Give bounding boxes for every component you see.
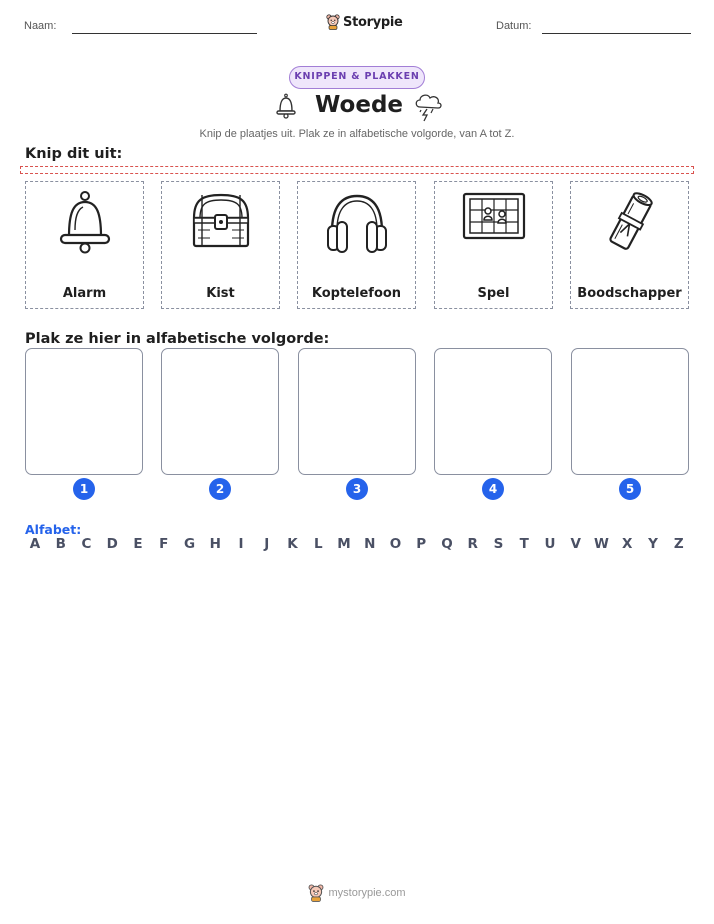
instructions: Knip de plaatjes uit. Plak ze in alfabetische volgorde, van A tot Z. <box>199 128 515 140</box>
paste-slot-1[interactable] <box>25 348 143 475</box>
alphabet-letter: B <box>55 536 66 552</box>
alphabet-letter: R <box>467 536 478 552</box>
alphabet-letter: I <box>238 536 244 552</box>
storm-cloud-icon <box>412 92 444 122</box>
alphabet-letter: F <box>159 536 169 552</box>
name-line <box>72 33 257 34</box>
cut-card-koptelefoon[interactable] <box>297 181 416 309</box>
alphabet-letter: H <box>209 536 221 552</box>
card-label: Alarm <box>62 286 107 301</box>
alphabet-letter: M <box>337 536 351 552</box>
alphabet-letter: G <box>183 536 196 552</box>
slot-number-1: 1 <box>73 478 95 500</box>
paste-slot-4[interactable] <box>434 348 552 475</box>
brand-name: Storypie <box>343 14 403 30</box>
card-label: Spel <box>477 286 510 301</box>
alphabet-letter: P <box>416 536 427 552</box>
paste-slot-5[interactable] <box>571 348 689 475</box>
alphabet-letter: E <box>133 536 143 552</box>
bell-icon <box>55 190 115 254</box>
brand-logo <box>326 14 403 30</box>
date-label: Datum: <box>496 20 532 32</box>
bear-mascot-icon <box>308 884 324 902</box>
slot-number-2: 2 <box>209 478 231 500</box>
card-label: Kist <box>206 286 235 301</box>
alphabet-letter: Q <box>441 536 453 552</box>
alphabet-letter: D <box>106 536 118 552</box>
alphabet-label: Alfabet: <box>25 522 82 537</box>
cut-line-top <box>20 166 694 174</box>
alphabet-letter: W <box>594 536 609 552</box>
board-game-icon <box>462 190 526 246</box>
alphabet-letter: Z <box>673 536 684 552</box>
header <box>0 14 714 44</box>
cut-card-alarm[interactable] <box>25 181 144 309</box>
paste-slot-3[interactable] <box>298 348 416 475</box>
slot-number-3: 3 <box>346 478 368 500</box>
footer <box>0 884 714 902</box>
alphabet-row <box>25 536 689 552</box>
title-row <box>0 92 714 124</box>
headphones-icon <box>326 190 388 254</box>
alphabet-letter: Y <box>648 536 658 552</box>
alphabet-letter: V <box>570 536 581 552</box>
card-label: Koptelefoon <box>311 286 402 301</box>
cut-card-kist[interactable] <box>161 181 280 309</box>
alphabet-letter: N <box>364 536 376 552</box>
treasure-chest-icon <box>190 190 252 252</box>
alphabet-letter: L <box>313 536 323 552</box>
page-title: Woede <box>315 92 404 118</box>
alphabet-letter: O <box>389 536 402 552</box>
bear-mascot-icon <box>326 14 340 30</box>
slot-number-5: 5 <box>619 478 641 500</box>
slot-number-4: 4 <box>482 478 504 500</box>
cut-card-spel[interactable] <box>434 181 553 309</box>
scroll-icon <box>600 190 660 256</box>
cut-heading: Knip dit uit: <box>25 146 123 162</box>
alphabet-letter: C <box>81 536 92 552</box>
alphabet-letter: K <box>287 536 298 552</box>
alphabet-letter: S <box>493 536 504 552</box>
paste-heading: Plak ze hier in alfabetische volgorde: <box>25 331 330 347</box>
paste-slot-2[interactable] <box>161 348 279 475</box>
date-line <box>542 33 691 34</box>
activity-badge: KNIPPEN & PLAKKEN <box>289 66 425 89</box>
alphabet-letter: J <box>264 536 270 552</box>
card-label: Boodschapper <box>577 286 682 301</box>
footer-url: mystorypie.com <box>328 887 406 899</box>
alphabet-letter: A <box>29 536 41 552</box>
alphabet-letter: T <box>519 536 529 552</box>
name-label: Naam: <box>24 20 57 32</box>
bell-icon <box>274 93 298 119</box>
cut-card-boodschapper[interactable] <box>570 181 689 309</box>
alphabet-letter: U <box>544 536 556 552</box>
alphabet-letter: X <box>622 536 633 552</box>
